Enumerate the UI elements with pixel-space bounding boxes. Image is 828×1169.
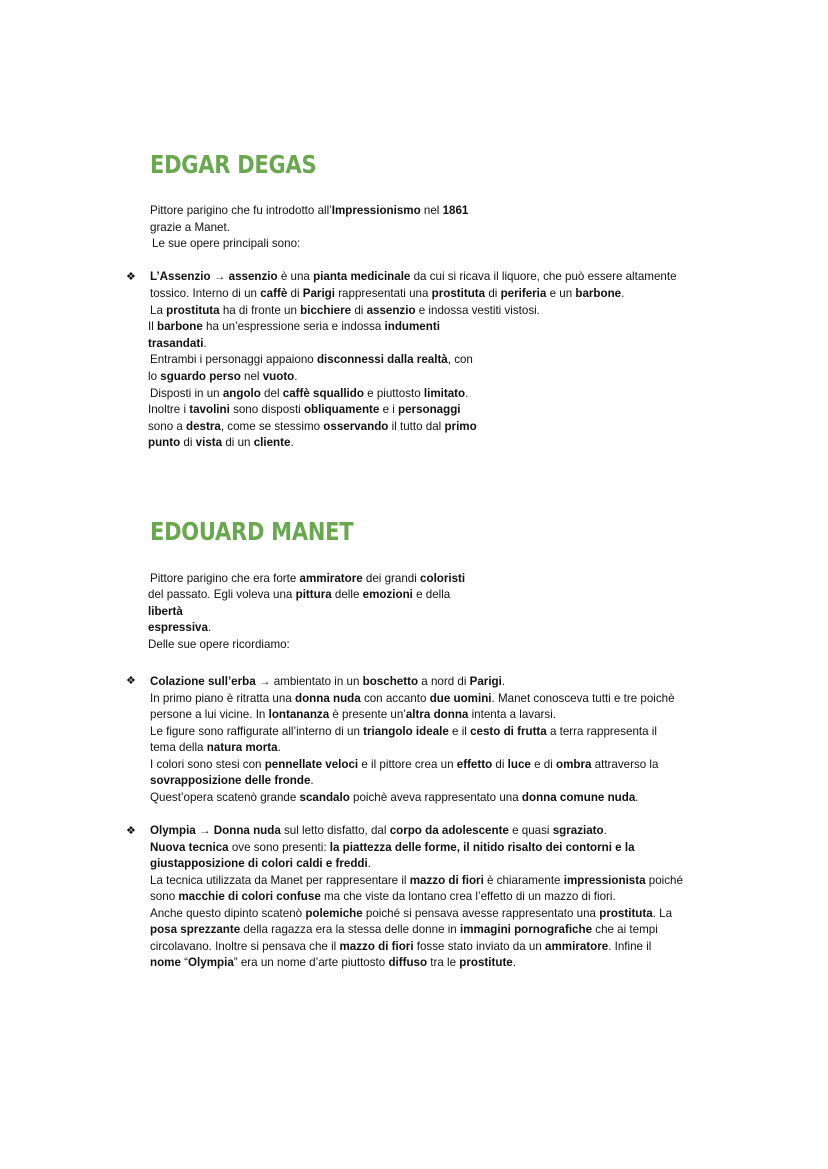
bullet-icon: ❖ [126,270,136,283]
text-line: nome “Olympia” era un nome d’arte piuttosto diffuso tra le prostitute. [150,956,516,969]
text-line: Inoltre i tavolini sono disposti obliquamente e i personaggi [148,403,461,416]
section-title-manet: EDOUARD MANET [150,517,354,546]
text-line: I colori sono stesi con pennellate veloci e il pittore crea un effetto di luce e di ombra attraverso la [150,758,659,771]
section-title-degas: EDGAR DEGAS [150,150,317,179]
text-line: giustapposizione di colori caldi e freddi. [150,857,371,870]
text-line: Colazione sull’erba → ambientato in un boschetto a nord di Parigi. [150,675,506,688]
text-line: lo sguardo perso nel vuoto. [148,370,298,383]
text-line: Nuova tecnica ove sono presenti: la piattezza delle forme, il nitido risalto dei contorni e la [150,841,635,854]
text-line: L’Assenzio → assenzio è una pianta medicinale da cui si ricava il liquore, che può essere altamente [150,270,677,283]
text-line: tema della natura morta. [150,741,281,754]
text-line: La prostituta ha di fronte un bicchiere di assenzio e indossa vestiti vistosi. [150,304,540,317]
text-line: grazie a Manet. [150,221,230,234]
text-line: sono macchie di colori confuse ma che viste da lontano crea l’effetto di un mazzo di fiori. [150,890,616,903]
text-line: In primo piano è ritratta una donna nuda con accanto due uomini. Manet conosceva tutti e tre poichè [150,692,675,705]
text-line: sovrapposizione delle fronde. [150,774,314,787]
text-line: posa sprezzante della ragazza era la stessa delle donne in immagini pornografiche che ai tempi [150,923,658,936]
text-line: Delle sue opere ricordiamo: [148,638,290,651]
text-line: Le figure sono raffigurate all’interno di un triangolo ideale e il cesto di frutta a terra rappresenta il [150,725,657,738]
text-line: del passato. Egli voleva una pittura delle emozioni e della [148,588,451,601]
text-line: persone a lui vicine. In lontananza è presente un’altra donna intenta a lavarsi. [150,708,557,721]
text-line: La tecnica utilizzata da Manet per rappresentare il mazzo di fiori è chiaramente impressionista poiché [150,874,683,887]
bullet-icon: ❖ [126,674,136,687]
text-line: Disposti in un angolo del caffè squallido e piuttosto limitato. [150,387,469,400]
text-line: Entrambi i personaggi appaiono disconnessi dalla realtà, con [150,353,473,366]
text-line: Olympia → Donna nuda sul letto disfatto, dal corpo da adolescente e quasi sgraziato. [150,824,607,837]
text-line: Pittore parigino che fu introdotto all’Impressionismo nel 1861 [150,204,469,217]
text-line: espressiva. [148,621,212,634]
text-line: libertà [148,605,183,618]
text-line: sono a destra, come se stessimo osservando il tutto dal primo [148,420,477,433]
text-line: Il barbone ha un’espressione seria e indossa indumenti [148,320,440,333]
text-line: punto di vista di un cliente. [148,436,294,449]
text-line: Pittore parigino che era forte ammiratore dei grandi coloristi [150,572,466,585]
text-line: Anche questo dipinto scatenò polemiche poiché si pensava avesse rappresentato una prostituta. La [150,907,673,920]
text-line: Quest’opera scatenò grande scandalo poichè aveva rappresentato una donna comune nuda. [150,791,639,804]
text-line: Le sue opere principali sono: [152,237,301,250]
bullet-icon: ❖ [126,824,136,837]
text-line: tossico. Interno di un caffè di Parigi rappresentati una prostituta di periferia e un barbone. [150,287,625,300]
text-line: circolavano. Inoltre si pensava che il mazzo di fiori fosse stato inviato da un ammiratore. Infine il [150,940,652,953]
text-line: trasandati. [148,337,207,350]
